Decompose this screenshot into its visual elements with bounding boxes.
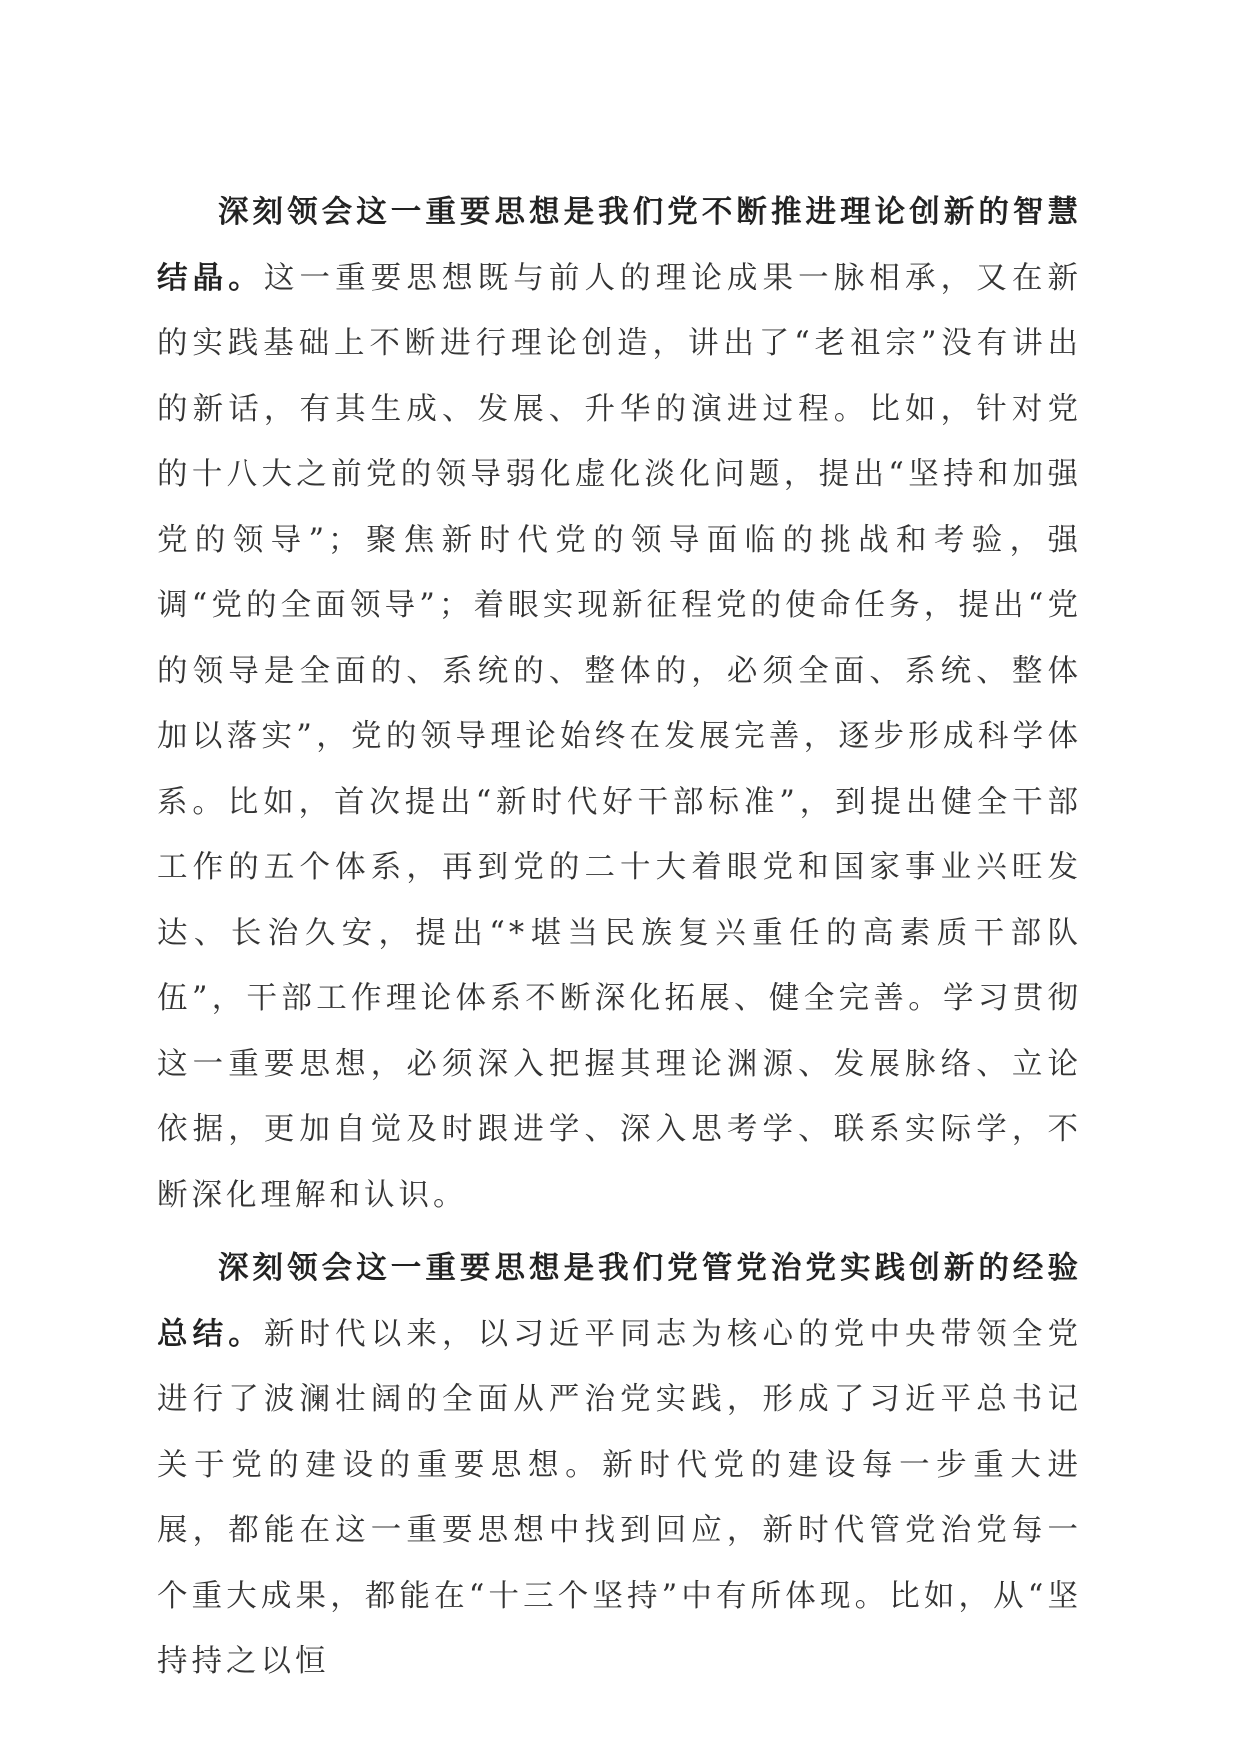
- paragraph-2: [157, 1236, 1082, 1695]
- paragraph-2-lead: 深刻领会这一重要思想是我们党管党治党实践创新的经验总结。: [157, 1251, 1082, 1352]
- paragraph-2-body: 新时代以来，以习近平同志为核心的党中央带领全党进行了波澜壮阔的全面从严治党实践，形成了习近平总书记关于党的建设的重要思想。新时代党的建设每一步重大进展，都能在这一重要思想中找到回应，新时代管党治党每一个重大成果，都能在“十三个坚持”中有所体现。比如，从“坚持持之以恒: [157, 1316, 1083, 1679]
- document-body: [157, 180, 1082, 1703]
- paragraph-1-lead: 深刻领会这一重要思想是我们党不断推进理论创新的智慧结晶。: [157, 195, 1082, 296]
- paragraph-1: [157, 180, 1082, 1228]
- paragraph-1-body: 这一重要思想既与前人的理论成果一脉相承，又在新的实践基础上不断进行理论创造，讲出了“老祖宗”没有讲出的新话，有其生成、发展、升华的演进过程。比如，针对党的十八大之前党的领导弱化虚化淡化问题，提出“坚持和加强党的领导”；聚焦新时代党的领导面临的挑战和考验，强调“党的全面领导”；着眼实现新征程党的使命任务，提出“党的领导是全面的、系统的、整体的，必须全面、系统、整体加以落实”，党的领导理论始终在发展完善，逐步形成科学体系。比如，首次提出“新时代好干部标准”，到提出健全干部工作的五个体系，再到党的二十大着眼党和国家事业兴旺发达、长治久安，提出“*堪当民族复兴重任的高素质干部队伍”，干部工作理论体系不断深化拓展、健全完善。学习贯彻这一重要思想，必须深入把握其理论渊源、发展脉络、立论依据，更加自觉及时跟进学、深入思考学、联系实际学，不断深化理解和认识。: [157, 260, 1083, 1213]
